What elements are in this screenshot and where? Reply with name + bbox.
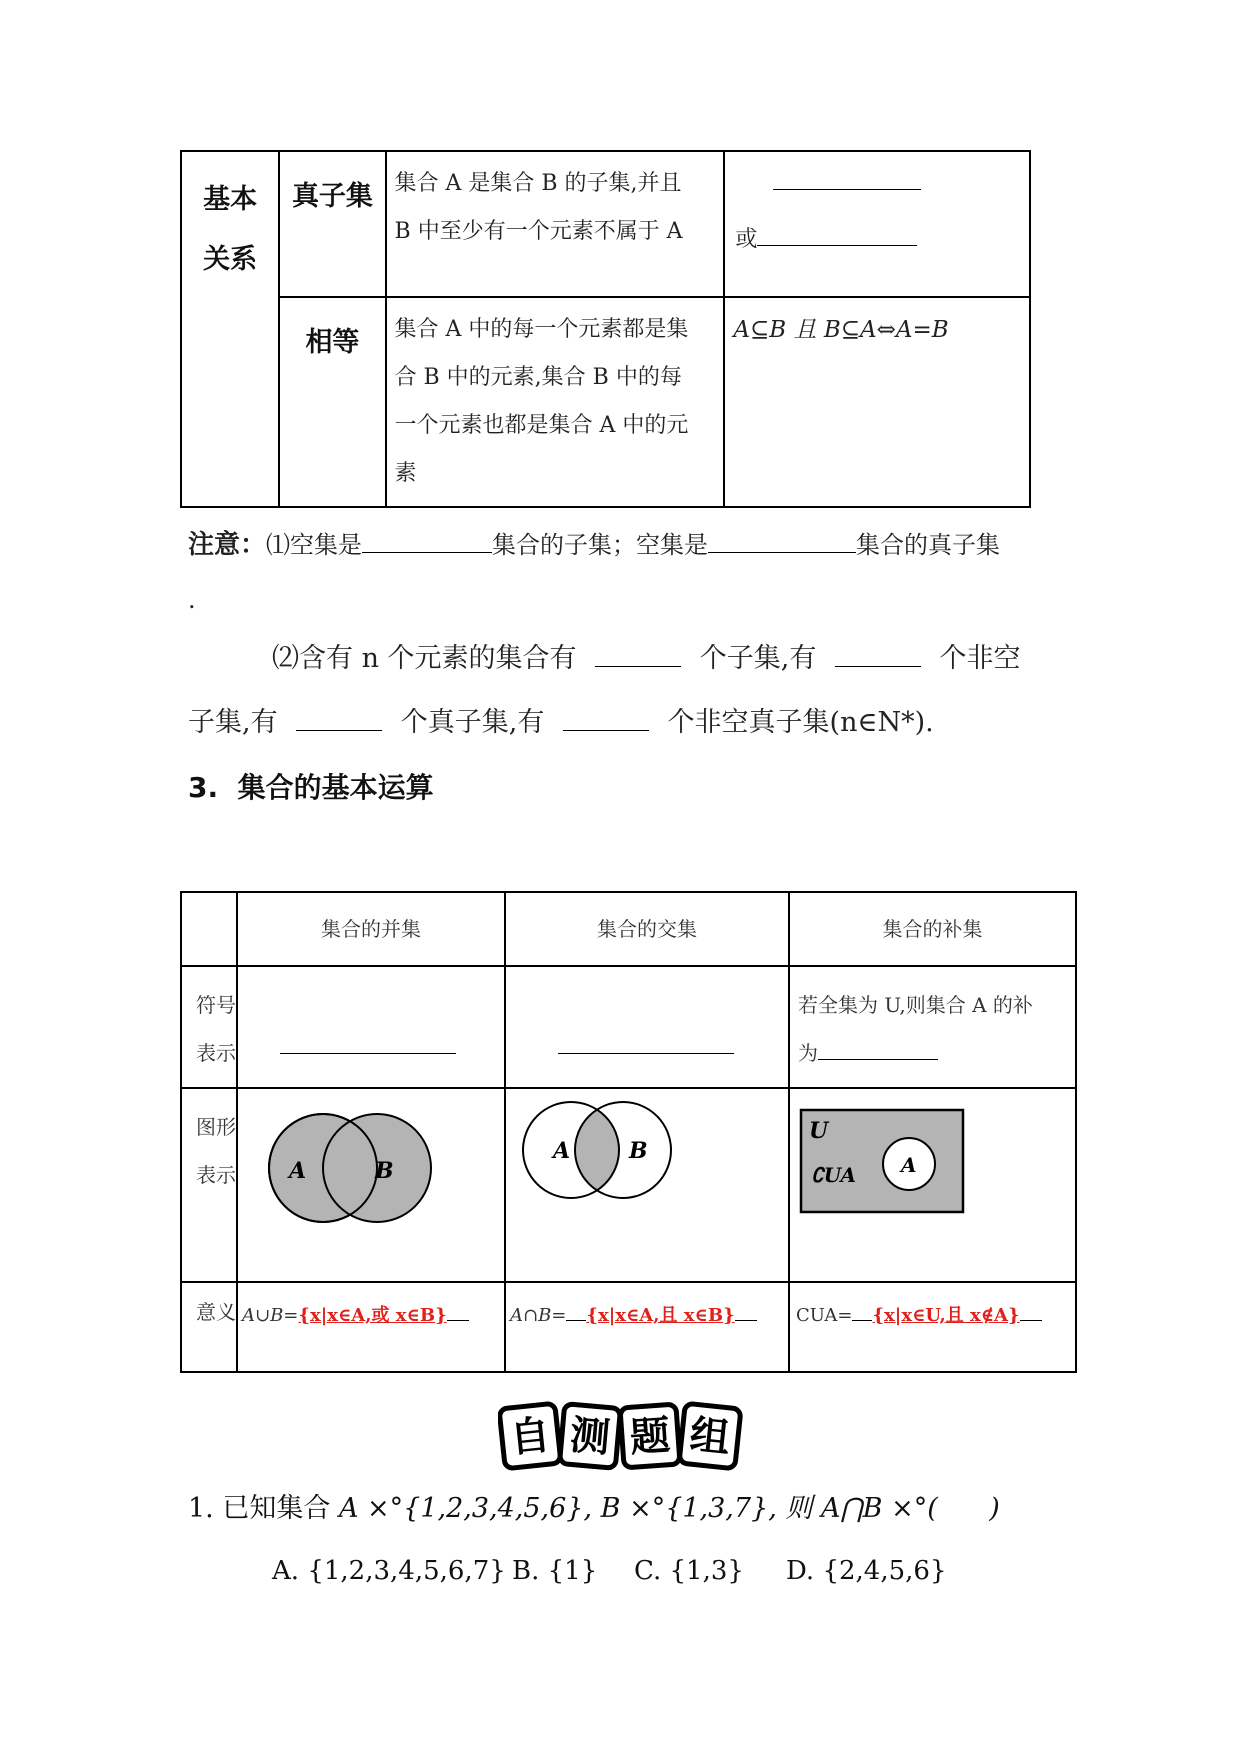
label-line: 表示: [196, 1041, 236, 1065]
answer-blank: [558, 1052, 734, 1054]
option-a[interactable]: [272, 1556, 506, 1586]
subset-relation-table: [180, 150, 1031, 508]
complement-text: 为: [798, 1041, 818, 1065]
complement-label: ∁UA: [811, 1163, 857, 1187]
answer-blank: [773, 188, 921, 190]
intersection-answer: {x|x∈A,且 x∈B}: [586, 1305, 735, 1326]
group-label-cell: [181, 151, 279, 507]
self-test-banner: [498, 1398, 748, 1478]
stem-text: 1. 已知集合: [188, 1493, 331, 1524]
answer-blank: [735, 1319, 757, 1321]
note-text: 个真子集,有: [400, 707, 545, 738]
option-c[interactable]: [634, 1556, 744, 1586]
answer-blank: [818, 1058, 938, 1060]
answer-blank: [757, 244, 917, 246]
note-text: 集合的子集；空集是: [492, 531, 709, 559]
set-operations-table: [180, 891, 1077, 1373]
desc-line: 集合 A 中的每一个元素都是集: [394, 317, 689, 342]
complement-answer: {x|x∈U,且 x∉A}: [872, 1305, 1020, 1326]
note-label: 注意：: [188, 530, 267, 560]
banner-char: [679, 1403, 741, 1469]
union-prefix: A∪B=: [242, 1305, 299, 1326]
complement-meaning-cell: [789, 1282, 1076, 1372]
col-complement-header: 集合的补集: [789, 892, 1076, 966]
col-intersection-header: 集合的交集: [505, 892, 789, 966]
option-b[interactable]: [512, 1556, 597, 1586]
answer-blank: [447, 1319, 469, 1321]
complement-line: 若全集为 U,则集合 A 的补: [798, 993, 1033, 1017]
corner-cell: [181, 892, 237, 966]
union-symbol-cell: [237, 966, 505, 1088]
note-text: 集合的真子集: [856, 531, 1001, 559]
equal-desc: [386, 297, 725, 507]
venn-label-b: B: [375, 1158, 394, 1184]
label-line: 表示: [196, 1163, 236, 1187]
answer-blank: [563, 729, 649, 731]
set-a-label: A: [901, 1153, 917, 1177]
group-label-line1: 基本: [203, 184, 258, 215]
option-value: {1}: [547, 1556, 598, 1586]
row-figure-label: [181, 1088, 237, 1282]
answer-blank: [280, 1052, 456, 1054]
note-line-3: [188, 700, 934, 739]
answer-blank: [362, 551, 492, 553]
question-1-stem: [188, 1486, 1000, 1525]
note-text: 个非空: [939, 643, 1021, 674]
option-d[interactable]: [786, 1556, 947, 1586]
note-text: ⑵含有 n 个元素的集合有: [272, 643, 577, 674]
desc-line: 集合 A 是集合 B 的子集,并且: [394, 171, 682, 196]
intersection-symbol-cell: [505, 966, 789, 1088]
proper-subset-name: 真子集: [279, 151, 385, 297]
banner-char: [559, 1404, 620, 1469]
symbol-blank-row: [735, 160, 1023, 208]
banner-graphic: [498, 1398, 748, 1474]
col-union-header: 集合的并集: [237, 892, 505, 966]
note-line-2: [272, 636, 1021, 675]
note-end-dot: .: [188, 586, 196, 614]
equal-symbol: A⊆B 且 B⊆A⇔A=B: [724, 297, 1030, 507]
row-meaning-label: 意义: [181, 1282, 237, 1372]
note-line-1: [188, 524, 1000, 561]
desc-line: 合 B 中的元素,集合 B 中的每: [394, 365, 682, 390]
intersection-prefix: A∩B=: [510, 1305, 567, 1326]
union-meaning-cell: [237, 1282, 505, 1372]
note-text: ⑴空集是: [266, 531, 363, 559]
banner-char: [499, 1403, 561, 1469]
proper-subset-symbol: [724, 151, 1030, 297]
proper-subset-desc: [386, 151, 725, 297]
option-value: {2,4,5,6}: [822, 1556, 947, 1586]
venn-label-a: A: [289, 1158, 307, 1184]
option-label: C.: [634, 1556, 662, 1586]
option-label: D.: [786, 1556, 815, 1586]
answer-blank: [708, 551, 856, 553]
venn-label-b: B: [629, 1138, 648, 1164]
desc-line: 一个元素也都是集合 A 中的元: [394, 413, 689, 438]
banner-char-text: 测: [567, 1412, 612, 1462]
option-value: {1,2,3,4,5,6,7}: [307, 1556, 506, 1586]
answer-blank: [296, 729, 382, 731]
desc-line: 素: [394, 461, 417, 486]
answer-blank: [835, 665, 921, 667]
option-label: A.: [272, 1556, 300, 1586]
banner-char: [620, 1404, 680, 1468]
banner-char-text: 题: [628, 1412, 672, 1462]
complement-venn-diagram: [791, 1090, 1074, 1280]
answer-blank: [595, 665, 681, 667]
union-venn-diagram: [239, 1090, 503, 1280]
note-text: 子集,有: [188, 707, 278, 738]
equal-name: 相等: [279, 297, 385, 507]
symbol-or-row: [735, 208, 1023, 264]
option-label: B.: [512, 1556, 540, 1586]
row-symbol-label: [181, 966, 237, 1088]
group-label-line2: 关系: [203, 244, 258, 275]
desc-line: B 中至少有一个元素不属于 A: [394, 219, 683, 244]
or-text: 或: [735, 227, 758, 252]
venn-label-a: A: [553, 1138, 571, 1164]
complement-figure-cell: [789, 1088, 1076, 1282]
answer-blank: [1020, 1319, 1042, 1321]
complement-line: [798, 1029, 1075, 1077]
banner-char-text: 组: [687, 1412, 733, 1462]
label-line: 符号: [196, 993, 236, 1017]
universal-label: U: [809, 1118, 829, 1144]
complement-prefix: CUA=: [796, 1305, 853, 1326]
intersection-venn-diagram: [507, 1090, 787, 1280]
banner-char-text: 自: [507, 1412, 553, 1462]
stem-formula: A ×°{1,2,3,4,5,6}, B ×°{1,3,7}, 则 A⋂B ×°( ): [338, 1493, 1000, 1524]
note-text: 个子集,有: [699, 643, 817, 674]
union-answer: {x|x∈A,或 x∈B}: [298, 1305, 447, 1326]
note-text: 个非空真子集(n∈N*).: [667, 707, 934, 738]
label-line: 图形: [196, 1115, 236, 1139]
section-3-title: 3. 集合的基本运算: [188, 771, 434, 804]
option-value: {1,3}: [669, 1556, 744, 1586]
complement-symbol-cell: [789, 966, 1076, 1088]
intersection-meaning-cell: [505, 1282, 789, 1372]
union-figure-cell: [237, 1088, 505, 1282]
intersection-figure-cell: [505, 1088, 789, 1282]
